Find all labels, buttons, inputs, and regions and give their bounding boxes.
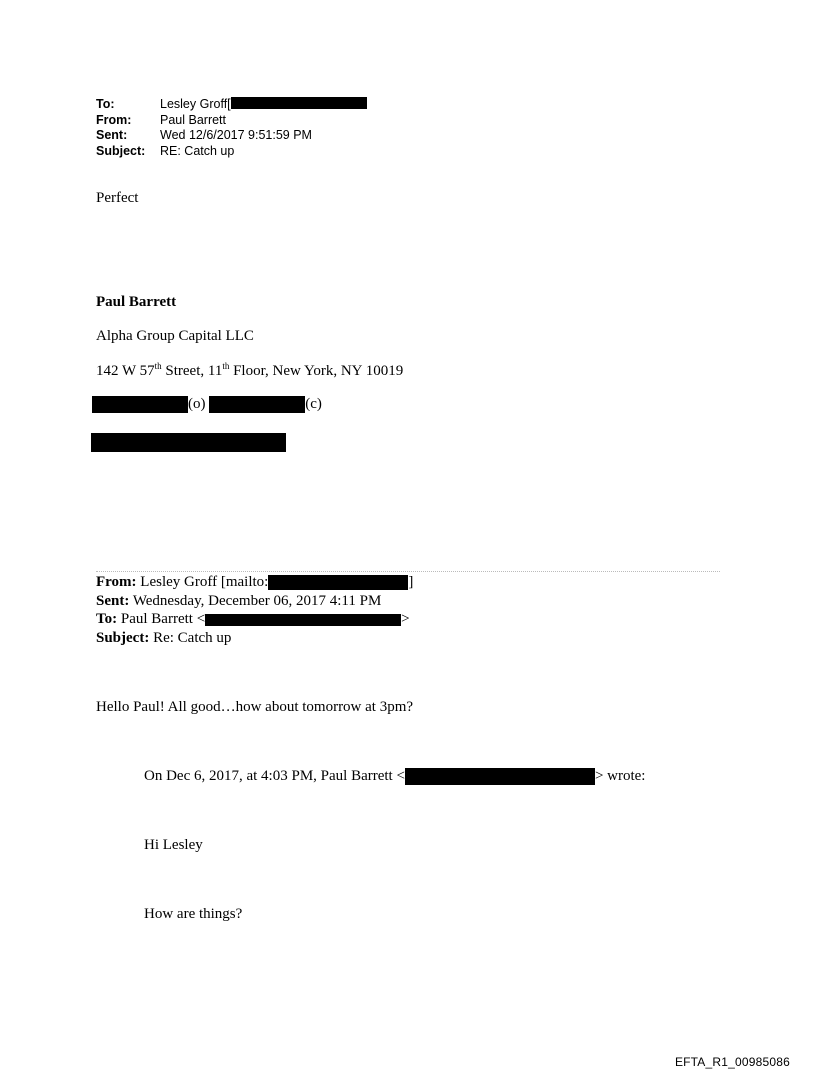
address-part-1: 142 W 57: [96, 363, 155, 379]
forwarded-from-row: [96, 573, 413, 592]
cell-suffix: (c): [305, 396, 322, 412]
forwarded-to-label: To:: [96, 611, 118, 627]
quoted-question: How are things?: [144, 906, 243, 922]
redaction-block: [205, 614, 401, 626]
sent-label: Sent:: [96, 128, 128, 142]
reply-body: Perfect: [96, 190, 139, 206]
forwarded-to-value: Paul Barrett <: [117, 611, 206, 627]
forwarded-to-close: >: [401, 611, 410, 627]
to-label: To:: [96, 97, 115, 111]
signature-company: Alpha Group Capital LLC: [96, 328, 254, 344]
forwarded-sent-label: Sent:: [96, 592, 130, 609]
forwarded-subject-label: Subject:: [96, 629, 150, 646]
forwarded-subject-value: Re: Catch up: [149, 629, 232, 646]
office-suffix: (o): [188, 396, 206, 412]
redaction-block: [91, 433, 286, 452]
forwarded-sent-row: [96, 592, 413, 611]
sent-value: Wed 12/6/2017 9:51:59 PM: [160, 128, 312, 142]
to-value: Lesley Groff[: [160, 97, 231, 111]
address-part-3: Floor, New York, NY 10019: [229, 363, 404, 379]
signature-address: [96, 363, 403, 380]
address-sup-2: th: [222, 361, 230, 371]
forwarded-header: [96, 573, 413, 647]
quoted-intro-before: On Dec 6, 2017, at 4:03 PM, Paul Barrett <: [144, 768, 405, 784]
message-divider: [96, 571, 720, 572]
redaction-block: [268, 575, 408, 590]
signature-name: Paul Barrett: [96, 294, 177, 310]
forwarded-subject-row: [96, 629, 413, 648]
header-sent-row: [96, 128, 367, 144]
address-sup-1: th: [154, 361, 162, 371]
email-header: [96, 97, 367, 159]
forwarded-body: Hello Paul! All good…how about tomorrow at 3pm?: [96, 699, 414, 715]
subject-label: Subject:: [96, 143, 146, 158]
subject-value: RE: Catch up: [160, 143, 235, 158]
quoted-greeting: Hi Lesley: [144, 837, 203, 853]
forwarded-sent-value: Wednesday, December 06, 2017 4:11 PM: [129, 592, 382, 609]
signature-phones: [92, 396, 322, 413]
bates-number: EFTA_R1_00985086: [674, 1055, 790, 1069]
header-from-row: [96, 113, 367, 129]
quoted-intro: [144, 768, 645, 785]
header-subject-row: [96, 144, 367, 160]
forwarded-from-value: Lesley Groff [mailto:: [136, 574, 269, 590]
forwarded-from-close: ]: [408, 574, 414, 590]
forwarded-to-row: [96, 610, 413, 629]
redaction-block: [92, 396, 188, 413]
header-to-row: [96, 97, 367, 113]
from-label: From:: [96, 112, 132, 127]
forwarded-from-label: From:: [96, 574, 137, 590]
address-part-2: Street, 11: [161, 363, 223, 379]
redaction-block: [231, 97, 367, 109]
quoted-intro-after: > wrote:: [594, 768, 646, 784]
from-value: Paul Barrett: [160, 112, 227, 127]
redaction-block: [209, 396, 305, 413]
redaction-block: [405, 768, 595, 785]
